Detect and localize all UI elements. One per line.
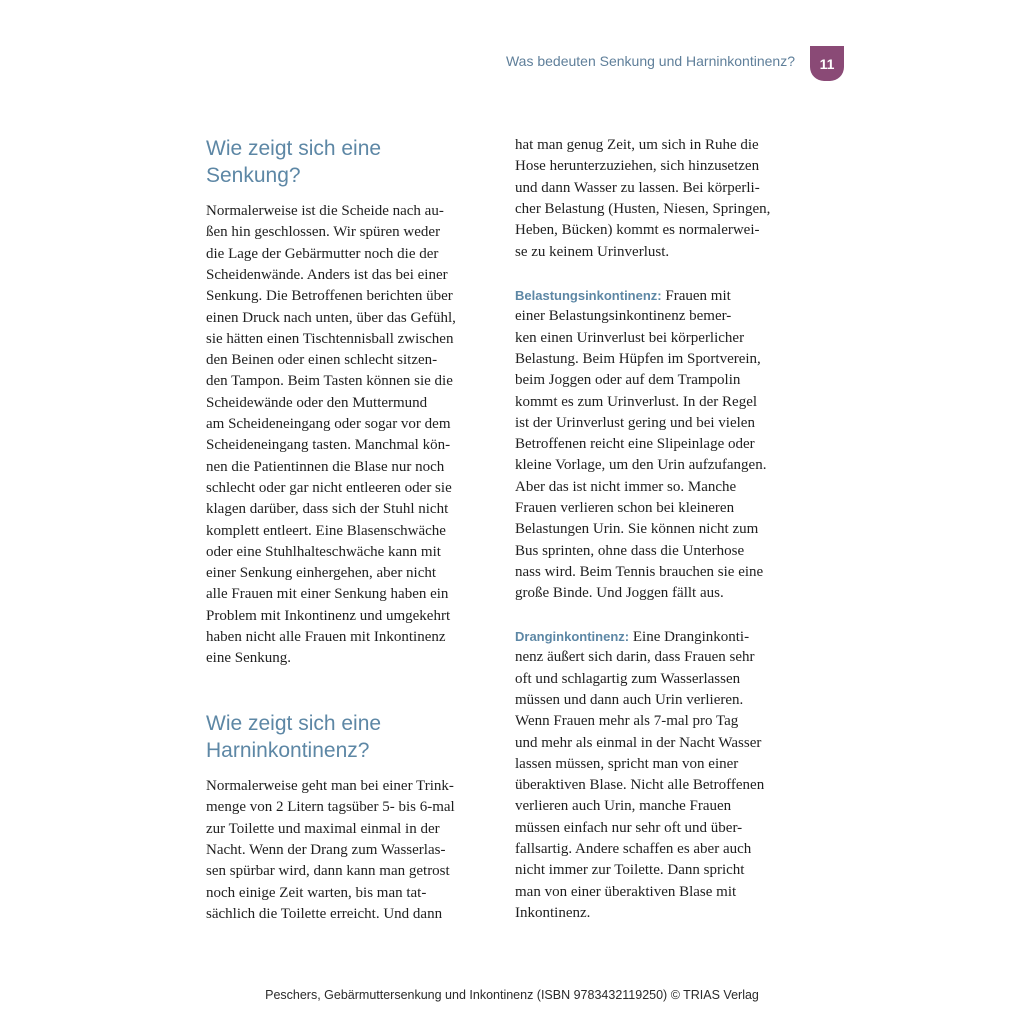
body-line: Problem mit Inkontinenz und umgekehrt [206, 607, 451, 624]
body-line: ßen hin geschlossen. Wir spüren weder [206, 224, 441, 241]
body-line: und dann Wasser zu lassen. Bei körperli- [515, 179, 760, 196]
body-line: nenz äußert sich darin, dass Frauen sehr [515, 649, 755, 666]
body-line: Scheideneingang tasten. Manchmal kön- [206, 437, 451, 454]
body-line: zur Toilette und maximal einmal in der [206, 820, 440, 837]
belastungsinkontinenz-term: Belastungsinkontinenz: [515, 288, 662, 303]
page-number-tab [810, 46, 844, 81]
body-line: Aber das ist nicht immer so. Manche [515, 478, 737, 495]
body-line: hat man genug Zeit, um sich in Ruhe die [515, 137, 759, 153]
body-line: Scheidenwände. Anders ist das bei einer [206, 266, 448, 283]
body-line: einer Senkung einhergehen, aber nicht [206, 565, 437, 582]
section-heading-harninkontinenz-line-1: Wie zeigt sich eine [206, 712, 382, 735]
body-line: beim Joggen oder auf dem Trampolin [515, 372, 741, 389]
body-line: nicht immer zur Toilette. Dann spricht [515, 862, 745, 879]
body-line: klagen darüber, dass sich der Stuhl nicht [206, 501, 449, 518]
body-line: ken einen Urinverlust bei körperlicher [515, 329, 745, 346]
body-line: Bus sprinten, ohne dass die Unterhose [515, 542, 745, 559]
dranginkontinenz-term: Dranginkontinenz: [515, 629, 630, 644]
body-line: einer Belastungsinkontinenz bemer- [515, 308, 732, 325]
body-line: oder eine Stuhlhalteschwäche kann mit [206, 543, 441, 560]
body-line: se zu keinem Urinverlust. [515, 243, 670, 260]
body-line: lassen müssen, spricht man von einer [515, 755, 739, 772]
body-line: Normalerweise ist die Scheide nach au- [206, 203, 444, 219]
body-line: Scheidewände oder den Muttermund [206, 394, 428, 411]
body-line: fallsartig. Andere schaffen es aber auch [515, 841, 752, 857]
body-line: Betroffenen reicht eine Slipeinlage oder [515, 436, 755, 453]
belastungsinkontinenz-first-line [515, 285, 731, 306]
body-line: menge von 2 Litern tagsüber 5- bis 6-mal [206, 799, 455, 816]
body-line: einen Druck nach unten, über das Gefühl, [206, 309, 456, 326]
body-line: Belastungen Urin. Sie können nicht zum [515, 521, 759, 538]
page-number: 11 [819, 55, 835, 72]
body-line: den Beinen oder einen schlecht sitzen- [206, 352, 438, 369]
body-line: kleine Vorlage, um den Urin aufzufangen. [515, 457, 767, 474]
body-text-fragment: Eine Dranginkonti- [629, 629, 750, 645]
body-line: müssen einfach nur sehr oft und über- [515, 819, 743, 836]
body-line: sen spürbar wird, dann kann man getrost [206, 863, 450, 880]
body-line: noch einige Zeit warten, bis man tat- [206, 884, 427, 901]
body-line: die Lage der Gebärmutter noch die der [206, 245, 439, 262]
body-line: man von einer überaktiven Blase mit [515, 883, 737, 900]
body-line: überaktiven Blase. Nicht alle Betroffenen [515, 777, 765, 794]
body-line: am Scheideneingang oder sogar vor dem [206, 416, 451, 432]
body-line: nass wird. Beim Tennis brauchen sie eine [515, 563, 764, 580]
body-text-fragment: Frauen mit [661, 288, 731, 304]
body-line: nen die Patientinnen die Blase nur noch [206, 458, 445, 475]
body-line: oft und schlagartig zum Wasserlassen [515, 670, 741, 687]
body-line: eine Senkung. [206, 650, 291, 667]
footer-citation: Peschers, Gebärmuttersenkung und Inkontinenz (ISBN 9783432119250) © TRIAS Verlag [265, 988, 759, 1002]
body-line: große Binde. Und Joggen fällt aus. [515, 585, 724, 602]
body-line: verlieren auch Urin, manche Frauen [515, 798, 732, 815]
dranginkontinenz-first-line [515, 626, 749, 647]
running-header-title: Was bedeuten Senkung und Harninkontinenz? [505, 53, 795, 69]
body-line: den Tampon. Beim Tasten können sie die [206, 373, 453, 390]
body-line: und mehr als einmal in der Nacht Wasser [515, 734, 762, 751]
body-line: komplett entleert. Eine Blasenschwäche [206, 522, 446, 539]
section-heading-harninkontinenz-line-2: Harninkontinenz? [206, 739, 370, 762]
section-heading-senkung-line-2: Senkung? [206, 164, 301, 187]
body-line: Heben, Bücken) kommt es normalerwei- [515, 222, 760, 239]
body-line: Normalerweise geht man bei einer Trink- [206, 778, 454, 794]
body-line: haben nicht alle Frauen mit Inkontinenz [206, 629, 446, 645]
body-line: müssen und dann auch Urin verlieren. [515, 691, 744, 708]
body-line: sie hätten einen Tischtennisball zwischen [206, 330, 454, 347]
body-line: Belastung. Beim Hüpfen im Sportverein, [515, 350, 761, 367]
body-line: Inkontinenz. [515, 904, 591, 921]
body-line: Hose herunterzuziehen, sich hinzusetzen [515, 158, 760, 175]
body-line: kommt es zum Urinverlust. In der Regel [515, 393, 758, 410]
body-line: cher Belastung (Husten, Niesen, Springen, [515, 200, 771, 217]
body-line: Nacht. Wenn der Drang zum Wasserlas- [206, 841, 446, 858]
body-line: Frauen verlieren schon bei kleineren [515, 500, 735, 516]
body-line: sächlich die Toilette erreicht. Und dann [206, 905, 443, 922]
body-line: Senkung. Die Betroffenen berichten über [206, 288, 453, 305]
body-line: ist der Urinverlust gering und bei vielen [515, 414, 755, 431]
body-line: schlecht oder gar nicht entleeren oder sie [206, 479, 452, 496]
body-line: alle Frauen mit einer Senkung haben ein [206, 586, 449, 603]
body-line: Wenn Frauen mehr als 7-mal pro Tag [515, 713, 739, 730]
section-heading-senkung-line-1: Wie zeigt sich eine [206, 137, 382, 160]
